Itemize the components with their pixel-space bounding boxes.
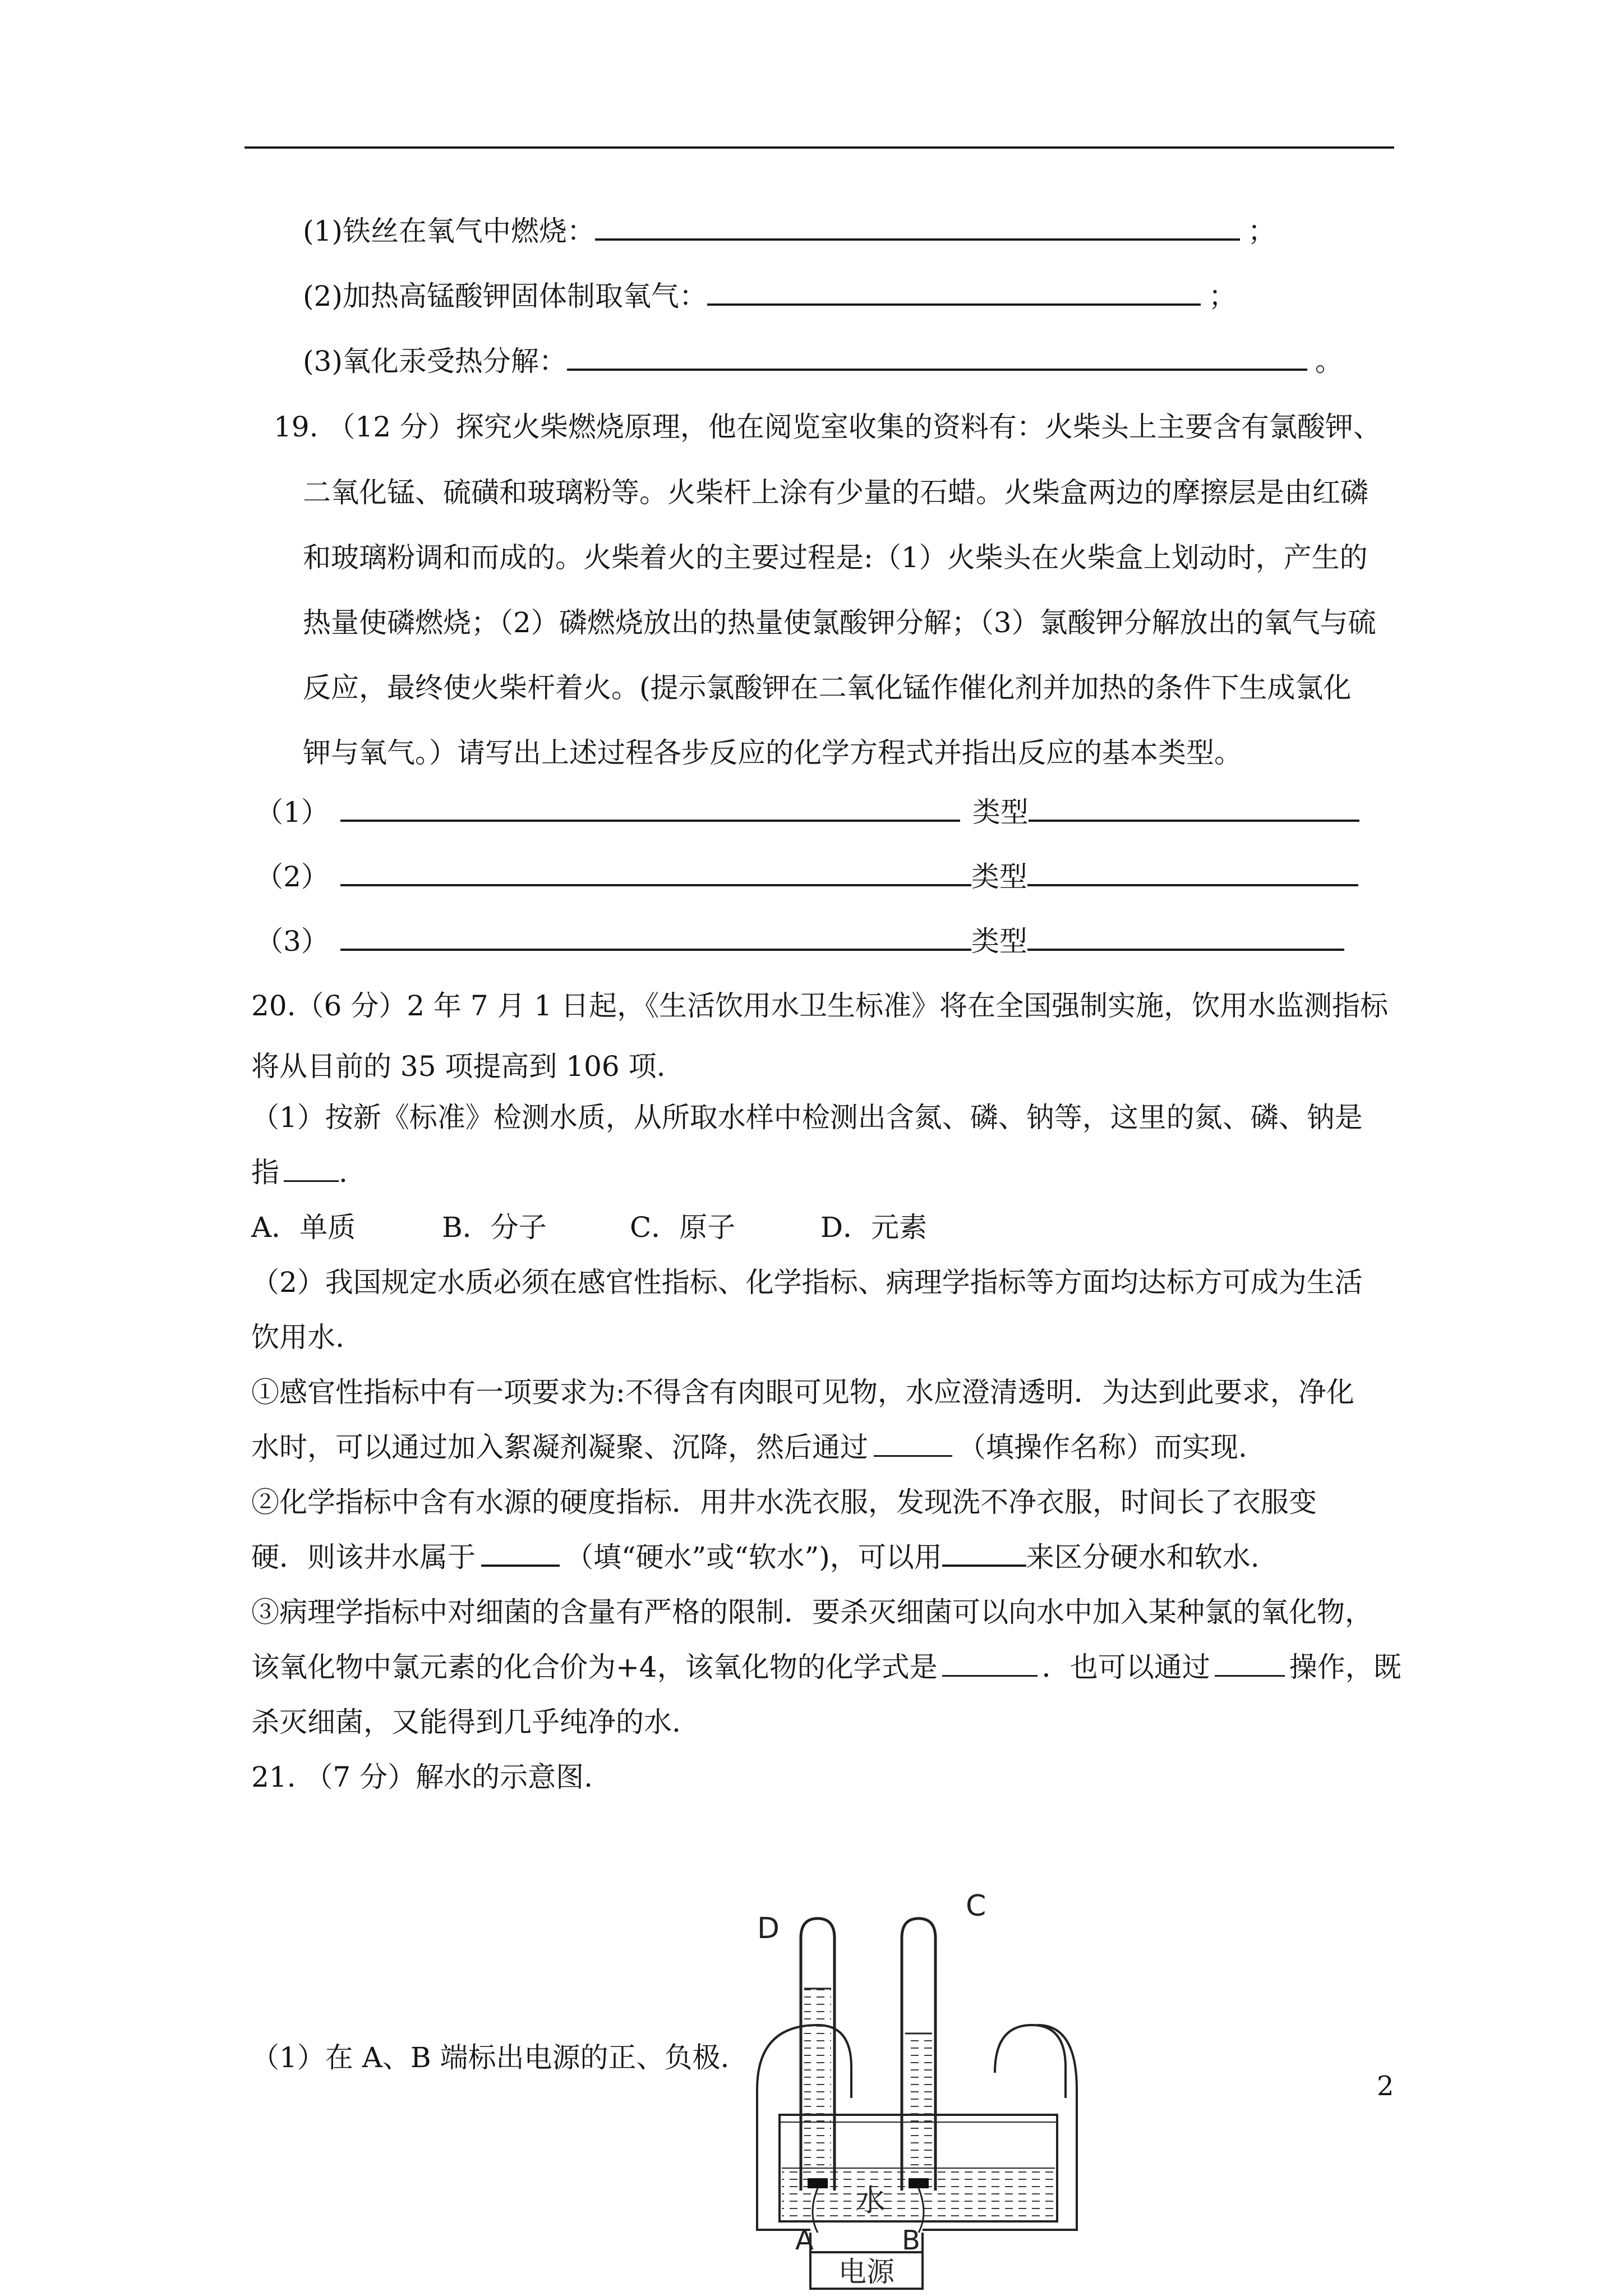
- choice-a: A．单质: [251, 1211, 356, 1244]
- page-number: 2: [1377, 2070, 1394, 2102]
- label-power: 电源: [838, 2256, 895, 2288]
- q19-answer-row: [255, 860, 1358, 894]
- type-blank[interactable]: [1029, 797, 1359, 822]
- label-c: C: [966, 1889, 986, 1923]
- q18-item-1-blank[interactable]: [595, 216, 1240, 241]
- q20-part1-cont: [251, 1156, 348, 1189]
- q18-item-3-blank[interactable]: [567, 346, 1307, 371]
- q19-answer-row: [255, 924, 1344, 958]
- q20-sub3: ③病理学指标中对细菌的含量有严格的限制．要杀灭细菌可以向水中加入某种氯的氧化物，: [251, 1596, 1373, 1628]
- type-label: 类型: [971, 925, 1027, 958]
- q20-sub3-cont: [251, 1650, 1401, 1684]
- text: 该氧化物中氯元素的化合价为+4，该氧化物的化学式是: [251, 1651, 938, 1683]
- q20-part1: （1）按新《标准》检测水质，从所取水样中检测出含氮、磷、钠等，这里的氮、磷、钠是: [251, 1101, 1363, 1134]
- answer-blank[interactable]: [874, 1433, 952, 1457]
- type-label: 类型: [972, 796, 1029, 829]
- q20-sub2: ②化学指标中含有水源的硬度指标．用井水洗衣服，发现洗不净衣服，时间长了衣服变: [251, 1486, 1317, 1519]
- type-blank[interactable]: [1027, 926, 1344, 951]
- text: .: [339, 1156, 348, 1189]
- q20-sub1-cont: [251, 1430, 1247, 1464]
- q18-item-2-text: (2)加热高锰酸钾固体制取氧气：: [303, 280, 707, 312]
- type-blank[interactable]: [1027, 862, 1358, 886]
- label-water: 水: [855, 2183, 886, 2218]
- q20-intro: 将从目前的 35 项提高到 106 项.: [251, 1050, 666, 1083]
- q21-title: 21. （7 分）解水的示意图.: [251, 1761, 593, 1793]
- answer-number: （1）: [255, 796, 329, 829]
- equation-blank[interactable]: [340, 797, 960, 822]
- q18-item-3-text: (3)氧化汞受热分解：: [303, 345, 567, 378]
- electrolysis-diagram: [735, 1803, 1099, 2294]
- q19-line: 热量使磷燃烧；（2）磷燃烧放出的热量使氯酸钾分解；（3）氯酸钾分解放出的氧气与硫: [303, 606, 1376, 639]
- q20-part2: （2）我国规定水质必须在感官性指标、化学指标、病理学指标等方面均达标方可成为生活: [251, 1266, 1363, 1299]
- answer-blank[interactable]: [284, 1158, 339, 1182]
- text: 硬．则该井水属于: [251, 1541, 476, 1573]
- q20-intro: 20.（6 分）2 年 7 月 1 日起，《生活饮用水卫生标准》将在全国强制实施，饮用水监测指标: [251, 990, 1389, 1022]
- text: 操作，既: [1289, 1651, 1401, 1683]
- equation-blank[interactable]: [340, 926, 971, 951]
- choice-b: B．分子: [442, 1211, 547, 1244]
- q18-item-3-end: 。: [1315, 345, 1343, 378]
- q18-item-2: [303, 279, 1237, 313]
- text: 水时，可以通过加入絮凝剂凝聚、沉降，然后通过: [251, 1431, 868, 1464]
- answer-blank[interactable]: [1215, 1653, 1285, 1677]
- q20-sub3-end: 杀灭细菌，又能得到几乎纯净的水.: [251, 1706, 681, 1738]
- choice-d: D．元素: [820, 1211, 928, 1244]
- q19-line: 反应，最终使火柴杆着火。(提示氯酸钾在二氧化锰作催化剂并加热的条件下生成氯化: [303, 671, 1352, 704]
- tube-d: [801, 1918, 834, 2191]
- q19-line: 二氧化锰、硫磺和玻璃粉等。火柴杆上涂有少量的石蜡。火柴盒两边的摩擦层是由红磷: [303, 476, 1368, 509]
- equation-blank[interactable]: [340, 862, 971, 886]
- q19-line: 和玻璃粉调和而成的。火柴着火的主要过程是:（1）火柴头在火柴盒上划动时，产生的: [303, 541, 1368, 574]
- q20-sub2-cont: [251, 1540, 1260, 1574]
- q19-line: 19. （12 分）探究火柴燃烧原理，他在阅览室收集的资料有：火柴头上主要含有氯酸钾、: [274, 411, 1381, 443]
- electrode-left: [808, 2178, 828, 2188]
- text: 来区分硬水和软水.: [1026, 1541, 1260, 1573]
- q18-item-1-text: (1)铁丝在氧气中燃烧：: [303, 215, 595, 247]
- q18-item-2-end: ；: [1208, 280, 1237, 312]
- label-b: B: [902, 2225, 920, 2256]
- text: ．也可以通过: [1041, 1651, 1210, 1683]
- q21-part1: （1）在 A、B 端标出电源的正、负极.: [251, 2041, 730, 2074]
- q18-item-2-blank[interactable]: [707, 281, 1201, 306]
- q20-part2-cont: 饮用水.: [251, 1321, 344, 1354]
- q19-line: 钾与氧气。）请写出上述过程各步反应的化学方程式并指出反应的基本类型。: [303, 737, 1242, 769]
- answer-number: （3）: [255, 925, 329, 958]
- q18-item-3: [303, 344, 1343, 378]
- answer-blank[interactable]: [942, 1653, 1038, 1677]
- text: （填“硬水”或“软水”)，可以用: [565, 1541, 942, 1573]
- q18-item-1: [303, 214, 1276, 248]
- q18-item-1-end: ；: [1247, 215, 1276, 247]
- answer-number: （2）: [255, 861, 329, 893]
- text: （填操作名称）而实现.: [958, 1431, 1247, 1464]
- tube-c: [902, 1918, 935, 2191]
- text: 指: [251, 1156, 279, 1189]
- label-d: D: [757, 1912, 780, 1945]
- choice-c: C．原子: [630, 1211, 736, 1244]
- q20-choices: [251, 1211, 927, 1244]
- label-a: A: [795, 2225, 814, 2256]
- answer-blank[interactable]: [481, 1542, 560, 1567]
- type-label: 类型: [971, 861, 1027, 893]
- q20-sub1: ①感官性指标中有一项要求为:不得含有肉眼可见物，水应澄清透明．为达到此要求，净化: [251, 1376, 1354, 1409]
- q19-answer-row: [255, 795, 1359, 829]
- answer-blank[interactable]: [942, 1542, 1026, 1567]
- header-rule: [245, 146, 1394, 149]
- electrode-right: [909, 2178, 929, 2188]
